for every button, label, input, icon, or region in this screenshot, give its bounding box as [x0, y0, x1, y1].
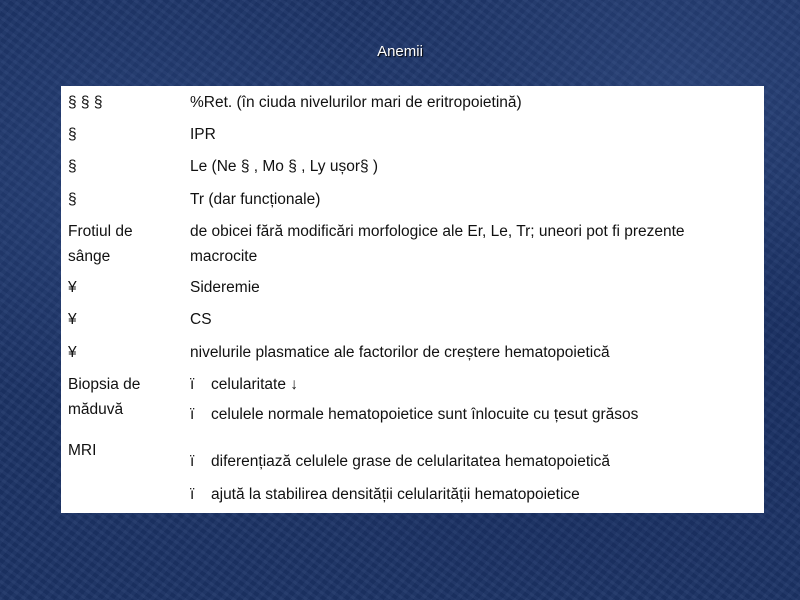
table-row [61, 372, 764, 432]
row-text-line: macrocite [190, 248, 258, 265]
row-label: § § § [68, 94, 103, 111]
row-text: IPR [190, 126, 216, 143]
bullet-icon: ï [190, 376, 195, 393]
bullet-icon: ï [190, 453, 195, 470]
row-text: %Ret. (în ciuda nivelurilor mari de eritropoietină) [190, 94, 522, 111]
row-label: ¥ [68, 311, 77, 328]
row-label: ¥ [68, 279, 77, 296]
bullet-text: diferențiază celulele grase de celularitatea hematopoietică [211, 453, 610, 470]
row-label: § [68, 158, 77, 175]
row-text: nivelurile plasmatice ale factorilor de creștere hematopoietică [190, 344, 610, 361]
row-label-line: sânge [68, 248, 111, 265]
row-text: Le (Ne § , Mo § , Ly ușor§ ) [190, 158, 379, 175]
row-label: § [68, 126, 77, 143]
row-text: CS [190, 311, 212, 328]
row-label: § [68, 191, 77, 208]
row-text [190, 219, 760, 269]
row-text-line: de obicei fără modificări morfologice ale Er, Le, Tr; uneori pot fi prezente [190, 223, 685, 240]
row-text: Tr (dar funcționale) [190, 191, 321, 208]
content-table [61, 86, 764, 513]
row-label-line: Biopsia de [68, 376, 141, 393]
bullet-text: ajută la stabilirea densității celularității hematopoietice [211, 486, 580, 503]
bullet-text: celularitate ↓ [211, 376, 299, 393]
bullet-icon: ï [190, 486, 195, 503]
row-label [68, 219, 178, 269]
row-label [68, 372, 178, 422]
row-label-line: măduvă [68, 401, 124, 418]
bullet-icon: ï [190, 406, 195, 423]
row-label: MRI [68, 442, 97, 459]
row-label: ¥ [68, 344, 77, 361]
bullet-text: celulele normale hematopoietice sunt înlocuite cu țesut grăsos [211, 406, 639, 423]
row-label-line: Frotiul de [68, 223, 133, 240]
table-row [61, 438, 764, 513]
slide-title: Anemii [377, 43, 423, 60]
row-text: Sideremie [190, 279, 260, 296]
